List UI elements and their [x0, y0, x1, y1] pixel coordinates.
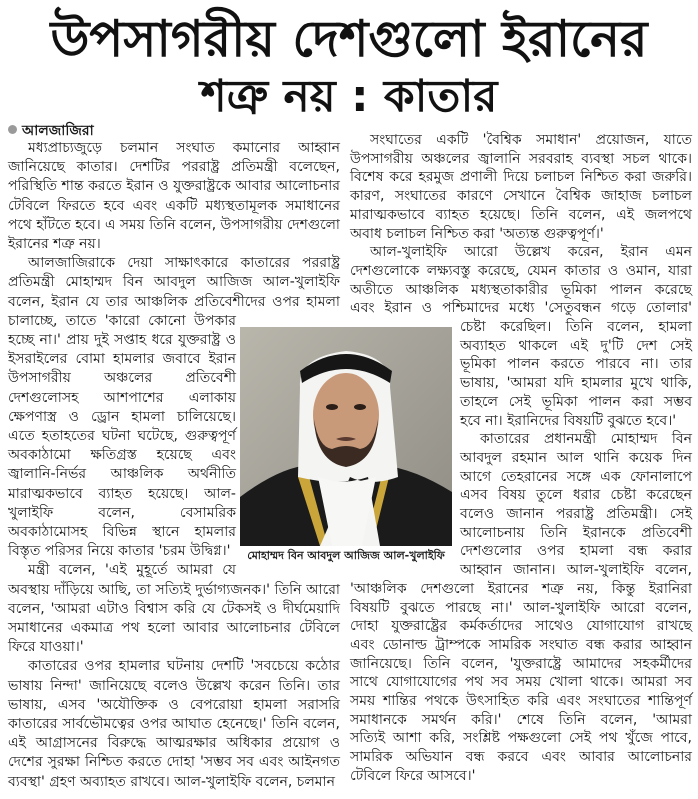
article-line: ইরানের শত্রু নয়।: [8, 236, 101, 252]
article-line: হবে না। ইরানিদের বিষয়টি বুঝতে হবে।': [460, 412, 677, 429]
article-line: কাতারের প্রধানমন্ত্রী মোহাম্মদ বিন: [480, 431, 692, 448]
article-line: দেশগুলোকে লক্ষ্যবস্তু করেছে, যেমন কাতার ও ওমান, যারা: [350, 262, 692, 279]
article-line: আল-খুলাইফি আরো উল্লেখ করেন, ইরান এমন: [370, 244, 692, 261]
article-line: টেবিলে ফিরতে হবে এবং একটি মধ্যস্থতামূলক সমাধানের: [8, 197, 340, 214]
article-line: বলেও জানান পররাষ্ট্র প্রতিমন্ত্রী। সেই: [460, 506, 692, 522]
article-line: এবং ডোনাল্ড ট্রাম্পকে সামরিক সংঘাত বন্ধ করার আহ্বান: [350, 636, 692, 653]
article-line: টেবিলে ফিরে আসবে।': [350, 767, 476, 784]
article-line: পরিস্থিতি শান্ত করতে ইরান ও যুক্তরাষ্ট্রকে আবার আলোচনার: [8, 178, 340, 195]
article-line: বলেন, ইরান যে তার আঞ্চলিক প্রতিবেশীদের ওপর হামলা: [8, 293, 340, 310]
byline-source: আলজাজিরা: [22, 123, 94, 139]
article-line: হচ্ছে না।' প্রায় দুই সপ্তাহ ধরে যুক্তরাষ্ট্র ও: [8, 332, 236, 348]
article-line: মন্ত্রী বলেন, 'এই মুহূর্তে আমরা যে: [28, 562, 236, 579]
article-line: অব্যাহত থাকলে এই দু'টি দেশ সেই: [460, 337, 692, 354]
article-line: আলোচনায় তিনি ইরানকে প্রতিবেশী: [460, 524, 692, 541]
article-line: ইসরাইলের বোমা হামলার জবাবে ইরান: [8, 351, 236, 368]
headline-line-1: উপসাগরীয় দেশগুলো ইরানের: [50, 10, 648, 68]
article-line: এতে হতাহতের ঘটনা ঘটেছে, গুরুত্বপূর্ণ: [8, 428, 236, 444]
article-line: বলেন, 'আমরা এটাও বিশ্বাস করি যে টেকসই ও দীর্ঘমেয়াদি: [8, 600, 340, 617]
article-line: এবং ইরান ও পশ্চিমাদের মধ্যে 'সেতুবন্ধন গড়ে তোলার': [350, 300, 692, 317]
article-line: দেশগুলোর ওপর হামলা বন্ধ করার: [460, 543, 692, 560]
portrait-photo: [240, 327, 452, 546]
article-line: বিশেষ করে হরমুজ প্রণালী দিয়ে চলাচল নিশ্চিত করা জরুরি।: [350, 169, 692, 186]
article-line: সত্যিই আশা করি, সংশ্লিষ্ট পক্ষগুলো সেই পথ খুঁজে পাবে,: [350, 730, 692, 747]
article-line: জানিয়েছে। তিনি বলেন, 'যুক্তরাষ্ট্রে আমাদের সহকর্মীদের: [350, 655, 692, 672]
photo-caption: মোহাম্মদ বিন আবদুল আজিজ আল-খুলাইফি: [247, 549, 445, 562]
article-line: অবকাঠামো ক্ষতিগ্রস্ত হয়েছে এবং: [8, 447, 236, 464]
article-line: দেশগুলোসহ আশপাশের এলাকায়: [8, 389, 236, 406]
article-line: দেশের সুরক্ষা নিশ্চিত করতে দোহা 'সম্ভব সব এবং আইনগত: [8, 754, 340, 771]
article-line: ক্ষেপণাস্ত্র ও ড্রোন হামলা চালিয়েছে।: [8, 408, 236, 425]
article-line: উপসাগরীয় অঞ্চলের প্রতিবেশী: [8, 370, 236, 387]
article-line: সাথে যোগাযোগের পথ সব সময় খোলা থাকে। আমরা সব: [350, 674, 692, 691]
article-line: দোহা যুক্তরাষ্ট্রের কর্মকর্তাদের সাথেও যোগাযোগ রাখছে: [350, 618, 692, 635]
byline: [8, 122, 94, 140]
article-line: বিষয়টি বুঝতে পারছে না।' আল-খুলাইফি আরো বলেন,: [350, 599, 692, 616]
article-line: তাহলে সেই ভূমিকা পালন করা সম্ভব: [460, 393, 692, 410]
article-line: প্রতিমন্ত্রী মোহাম্মদ বিন আবদুল আজিজ আল-খুলাইফি: [8, 274, 340, 291]
article-line: চেষ্টা করেছিল। তিনি বলেন, হামলা: [460, 319, 692, 335]
article-line: সামরিক অভিযান বন্ধ করবে এবং আবার আলোচনার: [350, 749, 692, 766]
article-line: সমাধানের একমাত্র পথ হলো আবার আলোচনার টেবিলে: [8, 620, 340, 636]
article-line: অবাধ চলাচল নিশ্চিত করা 'অত্যন্ত গুরুত্বপূর্ণ।': [350, 225, 604, 242]
article-line: অবকাঠামোসহ বিভিন্ন স্থানে হামলার: [8, 524, 236, 540]
article-line: অবস্থায় দাঁড়িয়ে আছি, তা সত্যিই দুর্ভাগ্যজনক।' তিনি আরো: [8, 581, 340, 598]
article-line: ভূমিকা পালন করতে পারবে না। তার: [460, 356, 692, 373]
article-line: ফিরে যাওয়া।': [8, 639, 84, 656]
article-line: আলজাজিরাকে দেয়া সাক্ষাৎকারে কাতারের পররাষ্ট্র: [28, 255, 340, 272]
article-line: উপসাগরীয় অঞ্চলের জ্বালানি সরবরাহ ব্যবস্থা সচল থাকে।: [350, 150, 692, 167]
article-line: অতীতে আঞ্চলিক মধ্যস্থতাকারীর ভূমিকা পালন করেছে: [350, 281, 692, 298]
article-line: 'আঞ্চলিক দেশগুলো ইরানের শত্রু নয়, কিন্তু ইরানিরা: [350, 580, 692, 597]
article-line: আবদুল রহমান আল থানি কয়েক দিন: [460, 449, 692, 466]
article-line: ব্যবস্থা' গ্রহণ অব্যাহত রাখবে। আল-খুলাইফি বলেন, চলমান: [8, 773, 335, 790]
article-line: মারাত্মকভাবে ব্যাহত হয়েছে। তিনি বলেন, এই জলপথে: [350, 206, 692, 223]
headline-line-2: শত্রু নয় : কাতার: [200, 71, 498, 122]
article-line: ভাষায়, এসব 'অযৌক্তিক ও বেপরোয়া হামলা সরাসরি: [8, 696, 340, 713]
article-line: সমাধানকে সমর্থন করি।' শেষে তিনি বলেন, 'আমরা: [350, 711, 692, 728]
article-line: ভাষায় নিন্দা' জানিয়েছে বলেও উল্লেখ করেন তিনি। তার: [8, 677, 340, 694]
article-line: আহ্বান জানান। আল-খুলাইফি বলেন,: [460, 562, 692, 579]
article-line: জ্বালানি-নির্ভর আঞ্চলিক অর্থনীতি: [8, 466, 236, 483]
article-line: আগে তেহরানের সঙ্গে এক ফোনালাপে: [460, 468, 692, 485]
article-line: পথে হাঁটতে হবে। এ সময় তিনি বলেন, উপসাগরীয় দেশগুলো: [8, 216, 340, 233]
article-line: কাতারের সার্বভৌমত্বের ওপর আঘাত হেনেছে।' তিনি বলেন,: [8, 716, 340, 732]
article-line: জানিয়েছে কাতার। দেশটির পররাষ্ট্র প্রতিমন্ত্রী বলেছেন,: [8, 159, 340, 176]
article-line: মারাত্মকভাবে ব্যাহত হয়েছে। আল-: [8, 485, 236, 502]
article-line: খুলাইফি বলেন, বেসামরিক: [8, 504, 236, 521]
article-line: মধ্যপ্রাচ্যজুড়ে চলমান সংঘাত কমানোর আহ্বান: [28, 140, 340, 156]
article-line: কাতারের ওপর হামলার ঘটনায় দেশটি 'সবচেয়ে কঠোর: [28, 658, 340, 675]
bullet-icon: [8, 125, 17, 134]
article-line: কারণ, সংঘাতের কারণে সেখানে বৈশ্বিক জাহাজ চলাচল: [350, 188, 692, 205]
article-line: সংঘাতের একটি 'বৈশ্বিক সমাধান' প্রয়োজন, যাতে: [370, 132, 692, 148]
article-line: ভাষায়, 'আমরা যদি হামলার মুখে থাকি,: [460, 375, 692, 392]
article-line: এই আগ্রাসনের বিরুদ্ধে আত্মরক্ষার অধিকার প্রয়োগ ও: [8, 735, 340, 752]
article-line: এসব বিষয় তুলে ধরার চেষ্টা করেছেন: [460, 487, 692, 504]
article-line: বিস্তৃত পরিসর নিয়ে কাতার 'চরম উদ্বিগ্ন।': [8, 543, 231, 560]
article-line: সময় শান্তির পথকে উৎসাহিত করি এবং সংঘাতের শান্তিপূর্ণ: [350, 693, 692, 709]
article-line: চালাচ্ছে, তাতে 'কারো কোনো উপকার: [8, 312, 236, 329]
